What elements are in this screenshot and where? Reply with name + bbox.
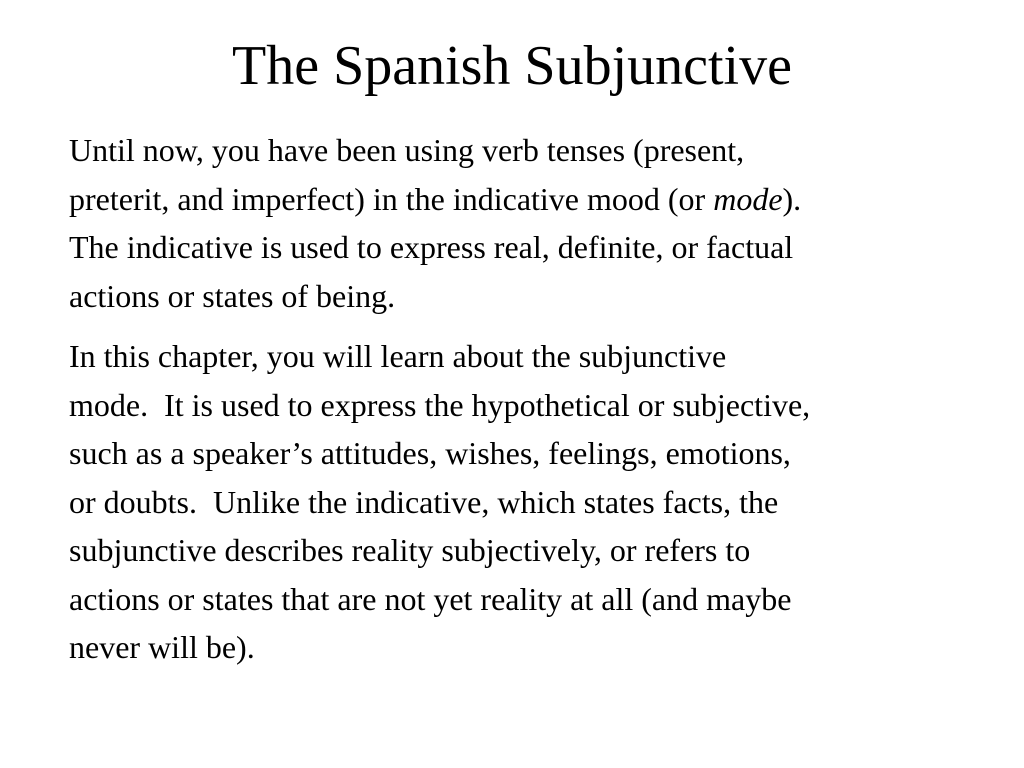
text-line: Until now, you have been using verb tenses (present,: [69, 132, 745, 168]
text-line: mode. It is used to express the hypothetical or subjective,: [69, 386, 811, 423]
text-line: subjunctive describes reality subjectively, or refers to: [69, 532, 751, 568]
paragraph-indicative: [69, 126, 1004, 320]
text-line: actions or states of being.: [69, 277, 396, 314]
emphasis-mode: mode: [713, 180, 783, 217]
text-line: The indicative is used to express real, definite, or factual: [69, 229, 794, 265]
text-line: never will be).: [69, 629, 255, 665]
text-line: such as a speaker’s attitudes, wishes, feelings, emotions,: [69, 435, 791, 471]
slide-body: [69, 126, 1004, 672]
text-line: In this chapter, you will learn about the subjunctive: [69, 338, 727, 374]
text-line: preterit, and imperfect) in the indicative mood (or: [69, 180, 714, 217]
slide-title: The Spanish Subjunctive: [232, 35, 792, 97]
paragraph-subjunctive: [69, 332, 1004, 672]
text-line: ).: [782, 180, 802, 217]
text-line: actions or states that are not yet reality at all (and maybe: [69, 580, 792, 617]
text-line: or doubts. Unlike the indicative, which states facts, the: [69, 483, 779, 520]
